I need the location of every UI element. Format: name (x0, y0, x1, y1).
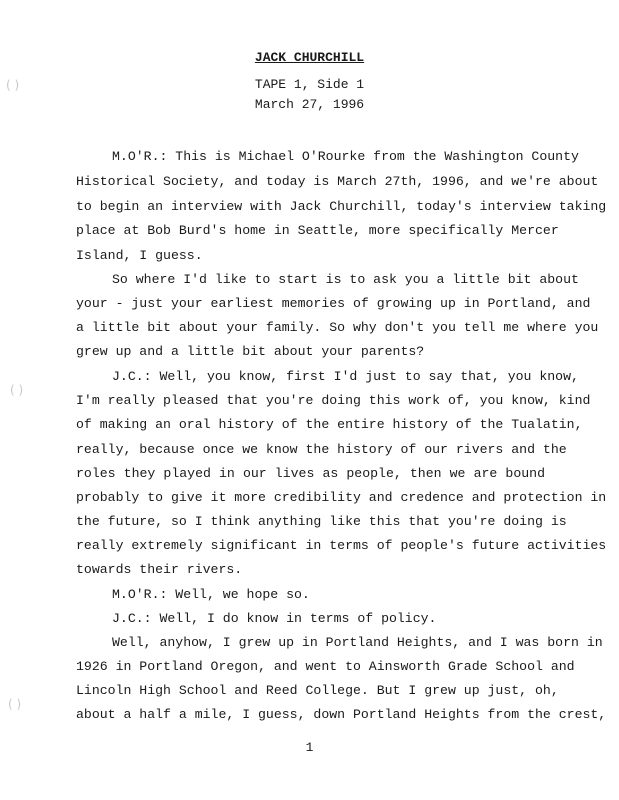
text-line: really extremely significant in terms of people's future activities (76, 538, 607, 553)
text-line: 1926 in Portland Oregon, and went to Ainsworth Grade School and (76, 659, 575, 674)
text-line: M.O'R.: Well, we hope so. (112, 587, 310, 602)
text-line: to begin an interview with Jack Churchill, today's interview taking (76, 199, 607, 214)
text-line: Island, I guess. (76, 248, 203, 263)
text-line: towards their rivers. (76, 562, 243, 577)
text-line: J.C.: Well, I do know in terms of policy. (112, 611, 437, 626)
text-line: about a half a mile, I guess, down Portland Heights from the crest, (76, 707, 607, 722)
text-line: of making an oral history of the entire history of the Tualatin, (76, 417, 583, 432)
text-line: really, because once we know the history of our rivers and the (76, 442, 567, 457)
text-line: your - just your earliest memories of growing up in Portland, and (76, 296, 591, 311)
text-line: M.O'R.: This is Michael O'Rourke from the Washington County (112, 149, 579, 164)
interview-date: March 27, 1996 (254, 97, 365, 112)
binder-hole-mark: ( ) (8, 697, 22, 711)
text-line: Historical Society, and today is March 27th, 1996, and we're about (76, 174, 599, 189)
text-line: the future, so I think anything like this that you're doing is (76, 514, 567, 529)
text-line: place at Bob Burd's home in Seattle, more specifically Mercer (76, 223, 559, 238)
text-line: roles they played in our lives as people, then we are bound (76, 466, 545, 481)
binder-hole-mark: ( ) (10, 383, 24, 397)
text-line: Lincoln High School and Reed College. But I grew up just, oh, (76, 683, 559, 698)
text-line: Well, anyhow, I grew up in Portland Heights, and I was born in (112, 635, 603, 650)
text-line: So where I'd like to start is to ask you a little bit about (112, 272, 579, 287)
text-line: grew up and a little bit about your parents? (76, 344, 425, 359)
text-line: J.C.: Well, you know, first I'd just to say that, you know, (112, 369, 579, 384)
page-number: 1 (305, 740, 314, 755)
text-line: I'm really pleased that you're doing this work of, you know, kind (76, 393, 591, 408)
tape-label: TAPE 1, Side 1 (254, 77, 365, 92)
text-line: probably to give it more credibility and credence and protection in (76, 490, 607, 505)
text-line: a little bit about your family. So why don't you tell me where you (76, 320, 599, 335)
document-title: JACK CHURCHILL (254, 50, 365, 65)
binder-hole-mark: ( ) (6, 78, 20, 92)
